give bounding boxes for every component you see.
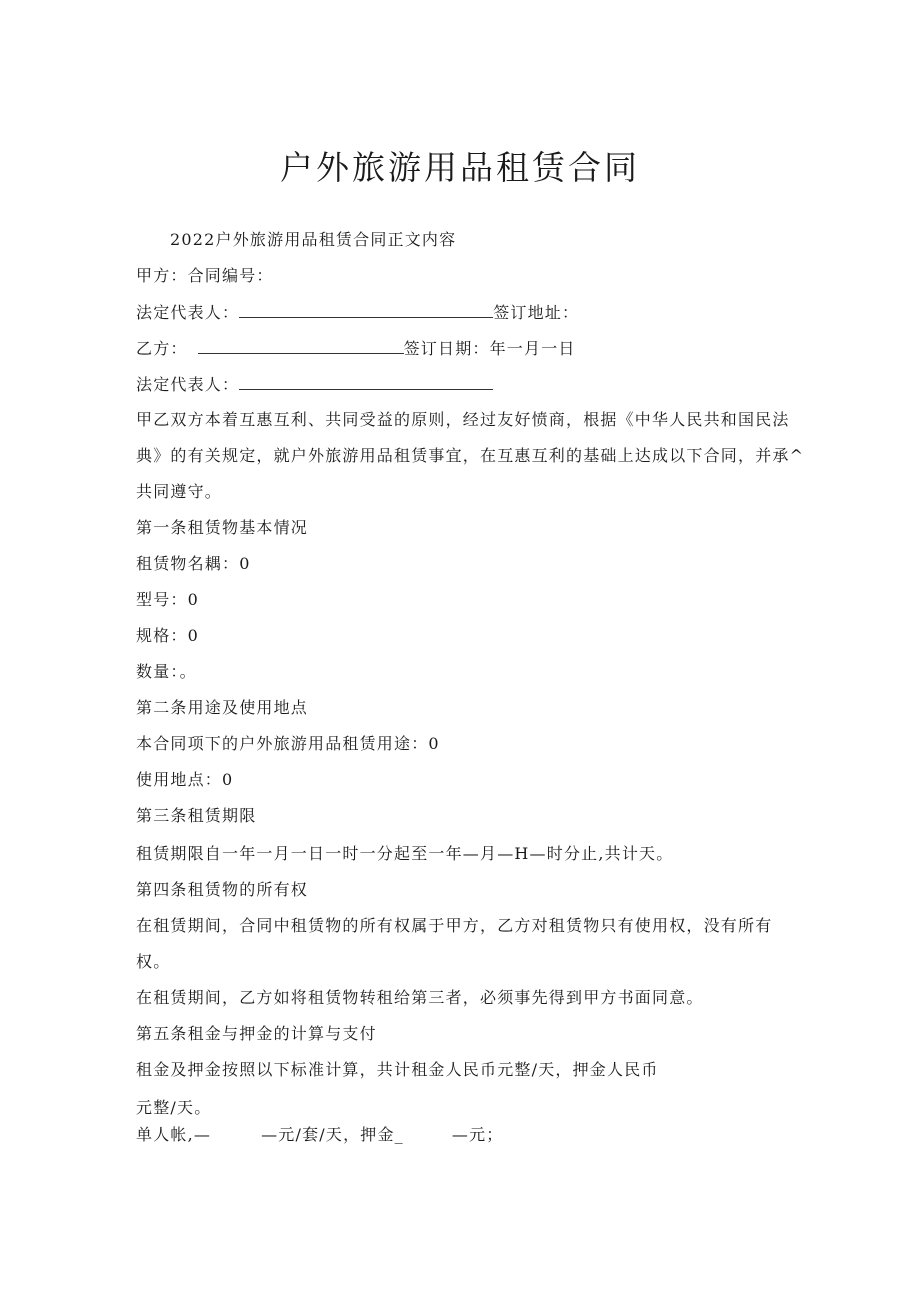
article-5-heading: 第五条租金与押金的计算与支付 bbox=[136, 1024, 377, 1043]
legal-rep-blank bbox=[239, 301, 493, 318]
quantity-line: 数量：。 bbox=[136, 662, 197, 681]
sign-address-label: 签订地址： bbox=[493, 303, 580, 322]
tent-rent-line bbox=[136, 1124, 504, 1146]
article-1-heading: 第一条租赁物基本情况 bbox=[136, 518, 309, 537]
lease-term-line: 租赁期限自一年一月一日一时一分起至一年—月—H—时分止,共计天。 bbox=[136, 844, 674, 863]
spec-line: 规格：0 bbox=[136, 626, 199, 645]
legal-rep-address-line bbox=[136, 301, 579, 324]
rent-line-2: 元整/天。 bbox=[136, 1098, 212, 1117]
preamble-line-3: 共同遵守。 bbox=[136, 482, 223, 501]
preamble-line-2: 典》的有关规定，就户外旅游用品租赁事宜，在互惠互利的基础上达成以下合同，并承^ bbox=[136, 446, 805, 465]
legal-rep-b-label: 法定代表人： bbox=[136, 375, 240, 394]
rent-line-1: 租金及押金按照以下标准计算，共计租金人民币元整/天，押金人民币 bbox=[136, 1060, 659, 1079]
tent-deposit: —元； bbox=[451, 1125, 504, 1144]
sign-date-label: 签订日期：年一月一日 bbox=[403, 339, 576, 358]
item-name-line: 租赁物名耦：0 bbox=[136, 554, 251, 573]
party-a-line: 甲方：合同编号： bbox=[136, 266, 274, 285]
legal-rep-label: 法定代表人： bbox=[136, 303, 240, 322]
sublease-line: 在租赁期间，乙方如将租赁物转租给第三者，必须事先得到甲方书面同意。 bbox=[136, 988, 704, 1007]
tent-rate: —元/套/天，押金_ bbox=[261, 1125, 404, 1144]
party-b-blank bbox=[198, 337, 404, 354]
article-3-heading: 第三条租赁期限 bbox=[136, 806, 257, 825]
party-b-label: 乙方： bbox=[136, 339, 188, 358]
location-line: 使用地点：0 bbox=[136, 770, 234, 789]
usage-line: 本合同项下的户外旅游用品租赁用途：0 bbox=[136, 734, 440, 753]
article-2-heading: 第二条用途及使用地点 bbox=[136, 698, 309, 717]
legal-rep-b-blank bbox=[239, 373, 493, 390]
party-b-line bbox=[136, 337, 576, 360]
ownership-line-2: 权。 bbox=[136, 952, 171, 971]
contract-subtitle: 2022户外旅游用品租赁合同正文内容 bbox=[170, 230, 457, 249]
article-4-heading: 第四条租赁物的所有权 bbox=[136, 880, 309, 899]
model-line: 型号：0 bbox=[136, 590, 199, 609]
contract-title: 户外旅游用品租赁合同 bbox=[280, 148, 640, 187]
ownership-line-1: 在租赁期间，合同中租赁物的所有权属于甲方，乙方对租赁物只有使用权，没有所有 bbox=[136, 916, 773, 935]
tent-label: 单人帐,— bbox=[136, 1125, 212, 1144]
preamble-line-1: 甲乙双方本着互惠互利、共同受益的原则，经过友好愤商，根据《中华人民共和国民法 bbox=[136, 410, 790, 429]
legal-rep-b-line bbox=[136, 373, 493, 396]
